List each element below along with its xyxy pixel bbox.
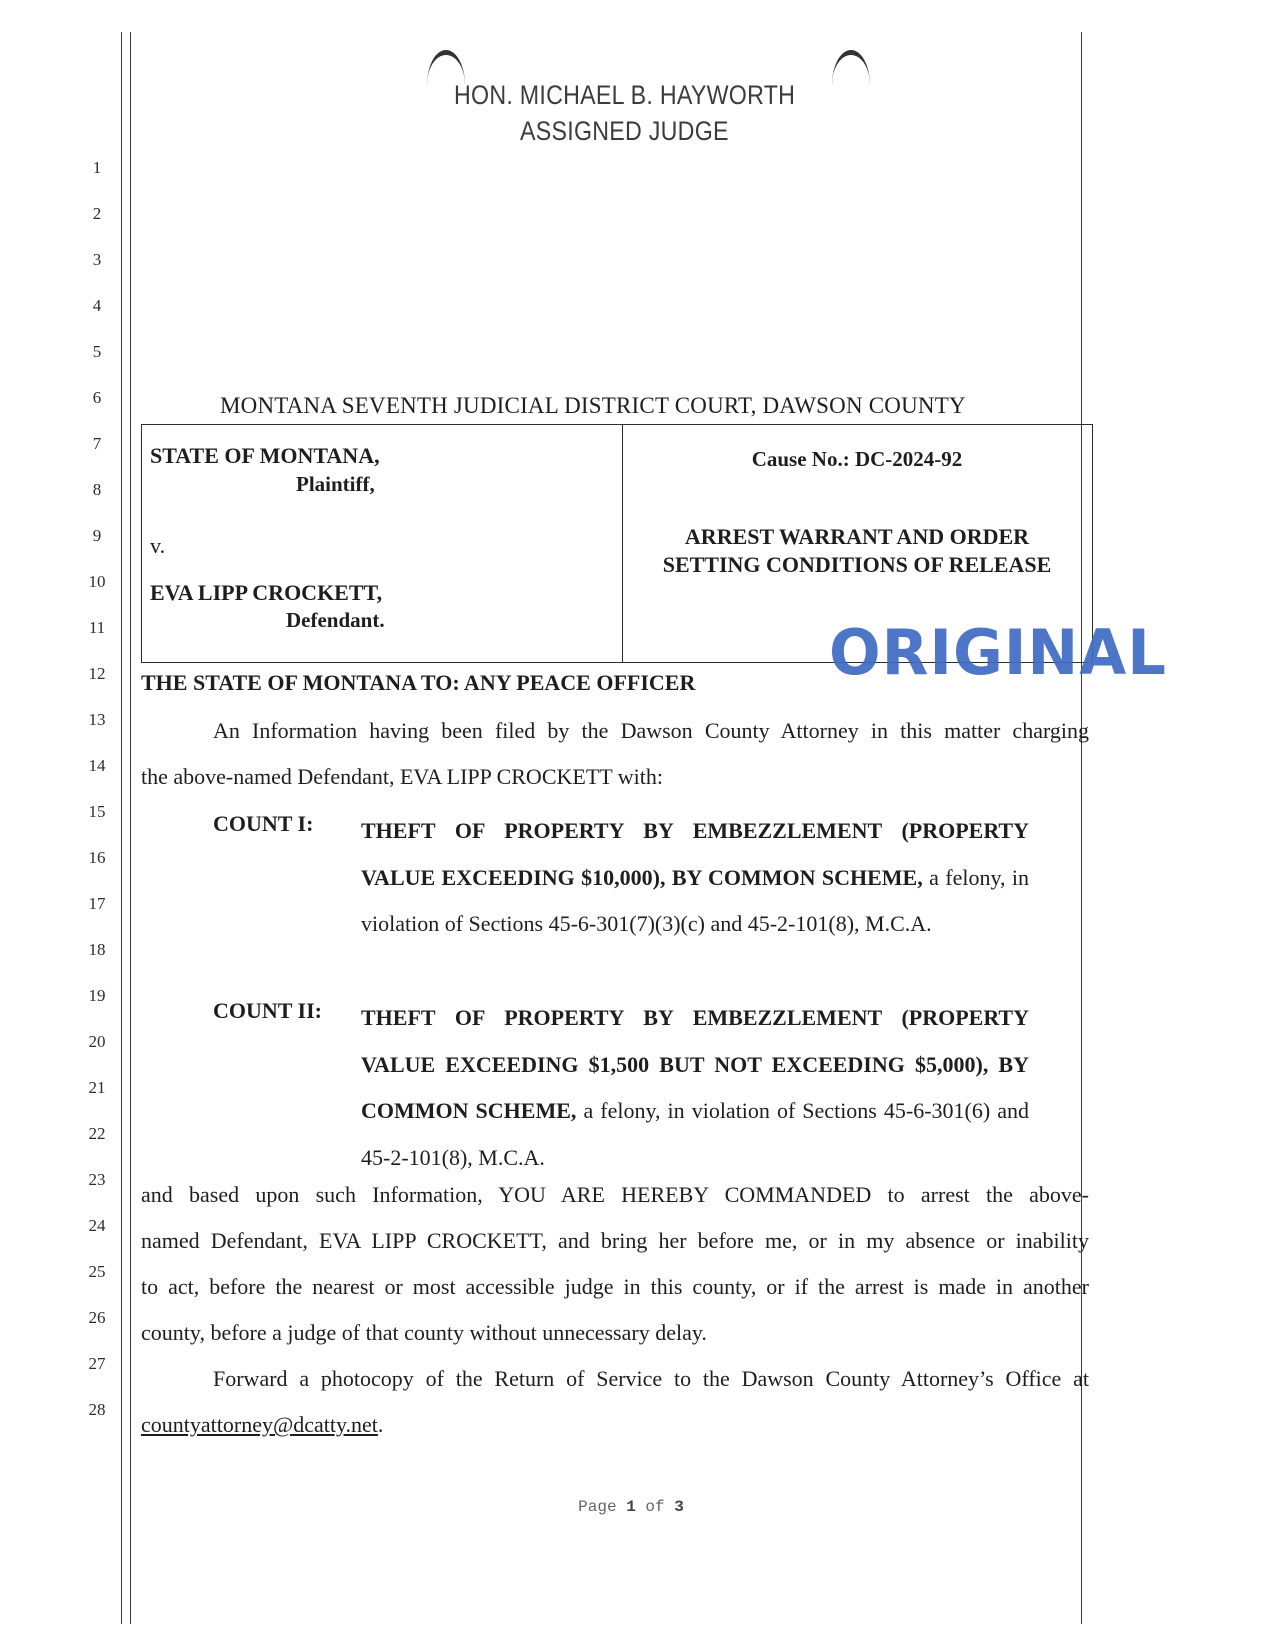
line-number: 5 — [92, 342, 102, 361]
document-title-line-1: ARREST WARRANT AND ORDER — [684, 524, 1030, 549]
count-1-statute: a felony, in violation of Sections 45-6-301(7)(3)(c) and 45-2-101(8), M.C.A. — [361, 864, 1029, 936]
command-line-1: and based upon such Information, YOU ARE HEREBY COMMANDED to arrest the above- — [141, 1182, 1089, 1207]
versus: v. — [150, 533, 166, 558]
line-number: 20 — [88, 1032, 106, 1051]
count-2-text — [361, 995, 1029, 1181]
line-number: 17 — [88, 894, 106, 913]
line-number: 9 — [92, 526, 102, 545]
line-number: 14 — [88, 756, 106, 775]
line-number: 21 — [88, 1078, 106, 1097]
county-attorney-email-link[interactable]: countyattorney@dcatty.net — [141, 1412, 378, 1437]
footer-total-pages: 3 — [674, 1498, 684, 1516]
line-number: 2 — [92, 204, 102, 223]
count-2-offense: THEFT OF PROPERTY BY EMBEZZLEMENT (PROPERTY VALUE EXCEEDING $1,500 BUT NOT EXCEEDING $5,000), BY COMMON SCHEME, — [361, 1005, 1029, 1123]
page-footer — [0, 1498, 1262, 1516]
line-number: 13 — [88, 710, 106, 729]
line-number: 6 — [92, 388, 102, 407]
footer-of-word: of — [645, 1498, 665, 1516]
left-margin-rule-inner — [130, 32, 131, 1624]
intro-line-2: the above-named Defendant, EVA LIPP CROCKETT with: — [141, 764, 664, 789]
line-number: 22 — [88, 1124, 106, 1143]
command-line-3: to act, before the nearest or most accessible judge in this county, or if the arrest is made in another — [141, 1274, 1089, 1299]
line-number: 11 — [88, 618, 106, 637]
line-number: 7 — [92, 434, 102, 453]
command-line-4: county, before a judge of that county without unnecessary delay. — [141, 1320, 707, 1345]
line-number: 15 — [88, 802, 106, 821]
line-number: 24 — [88, 1216, 106, 1235]
intro-line-1: An Information having been filed by the Dawson County Attorney in this matter charging — [213, 718, 1089, 743]
count-1-offense: THEFT OF PROPERTY BY EMBEZZLEMENT (PROPERTY VALUE EXCEEDING $10,000), BY COMMON SCHEME, — [361, 818, 1029, 890]
forward-line-1: Forward a photocopy of the Return of Service to the Dawson County Attorney’s Office at — [213, 1366, 1089, 1391]
line-number: 12 — [88, 664, 106, 683]
footer-page-word: Page — [578, 1498, 617, 1516]
address-line: THE STATE OF MONTANA TO: ANY PEACE OFFICER — [141, 670, 696, 695]
left-margin-rule-outer — [121, 32, 122, 1624]
punch-hole-right — [832, 50, 870, 85]
line-number: 3 — [92, 250, 102, 269]
count-1-text — [361, 808, 1029, 948]
line-number: 8 — [92, 480, 102, 499]
line-number: 23 — [88, 1170, 106, 1189]
line-number: 10 — [88, 572, 106, 591]
line-number: 25 — [88, 1262, 106, 1281]
line-number: 4 — [92, 296, 102, 315]
judge-stamp-title: ASSIGNED JUDGE — [520, 116, 729, 146]
count-2-label: COUNT II: — [213, 998, 323, 1023]
line-number: 18 — [88, 940, 106, 959]
count-1-label: COUNT I: — [213, 811, 314, 836]
judge-stamp-name: HON. MICHAEL B. HAYWORTH — [454, 80, 796, 110]
footer-current-page: 1 — [626, 1498, 636, 1516]
line-number: 27 — [88, 1354, 106, 1373]
forward-line-2 — [141, 1412, 383, 1438]
court-title: MONTANA SEVENTH JUDICIAL DISTRICT COURT, DAWSON COUNTY — [220, 393, 966, 418]
line-number: 28 — [88, 1400, 106, 1419]
command-line-2: named Defendant, EVA LIPP CROCKETT, and bring her before me, or in my absence or inability — [141, 1228, 1089, 1253]
plaintiff-role: Plaintiff, — [296, 472, 375, 496]
defendant-role: Defendant. — [286, 608, 385, 632]
line-number: 16 — [88, 848, 106, 867]
defendant-name: EVA LIPP CROCKETT, — [150, 580, 383, 605]
plaintiff-name: STATE OF MONTANA, — [150, 443, 380, 468]
line-number: 1 — [92, 158, 102, 177]
line-number: 19 — [88, 986, 106, 1005]
cause-number: Cause No.: DC-2024-92 — [751, 447, 963, 471]
count-2-statute: a felony, in violation of Sections 45-6-301(6) and 45-2-101(8), M.C.A. — [361, 1098, 1029, 1170]
original-stamp: ORIGINAL — [829, 616, 1167, 689]
line-number: 26 — [88, 1308, 106, 1327]
document-title-line-2: SETTING CONDITIONS OF RELEASE — [662, 552, 1052, 577]
email-period: . — [377, 1412, 384, 1437]
